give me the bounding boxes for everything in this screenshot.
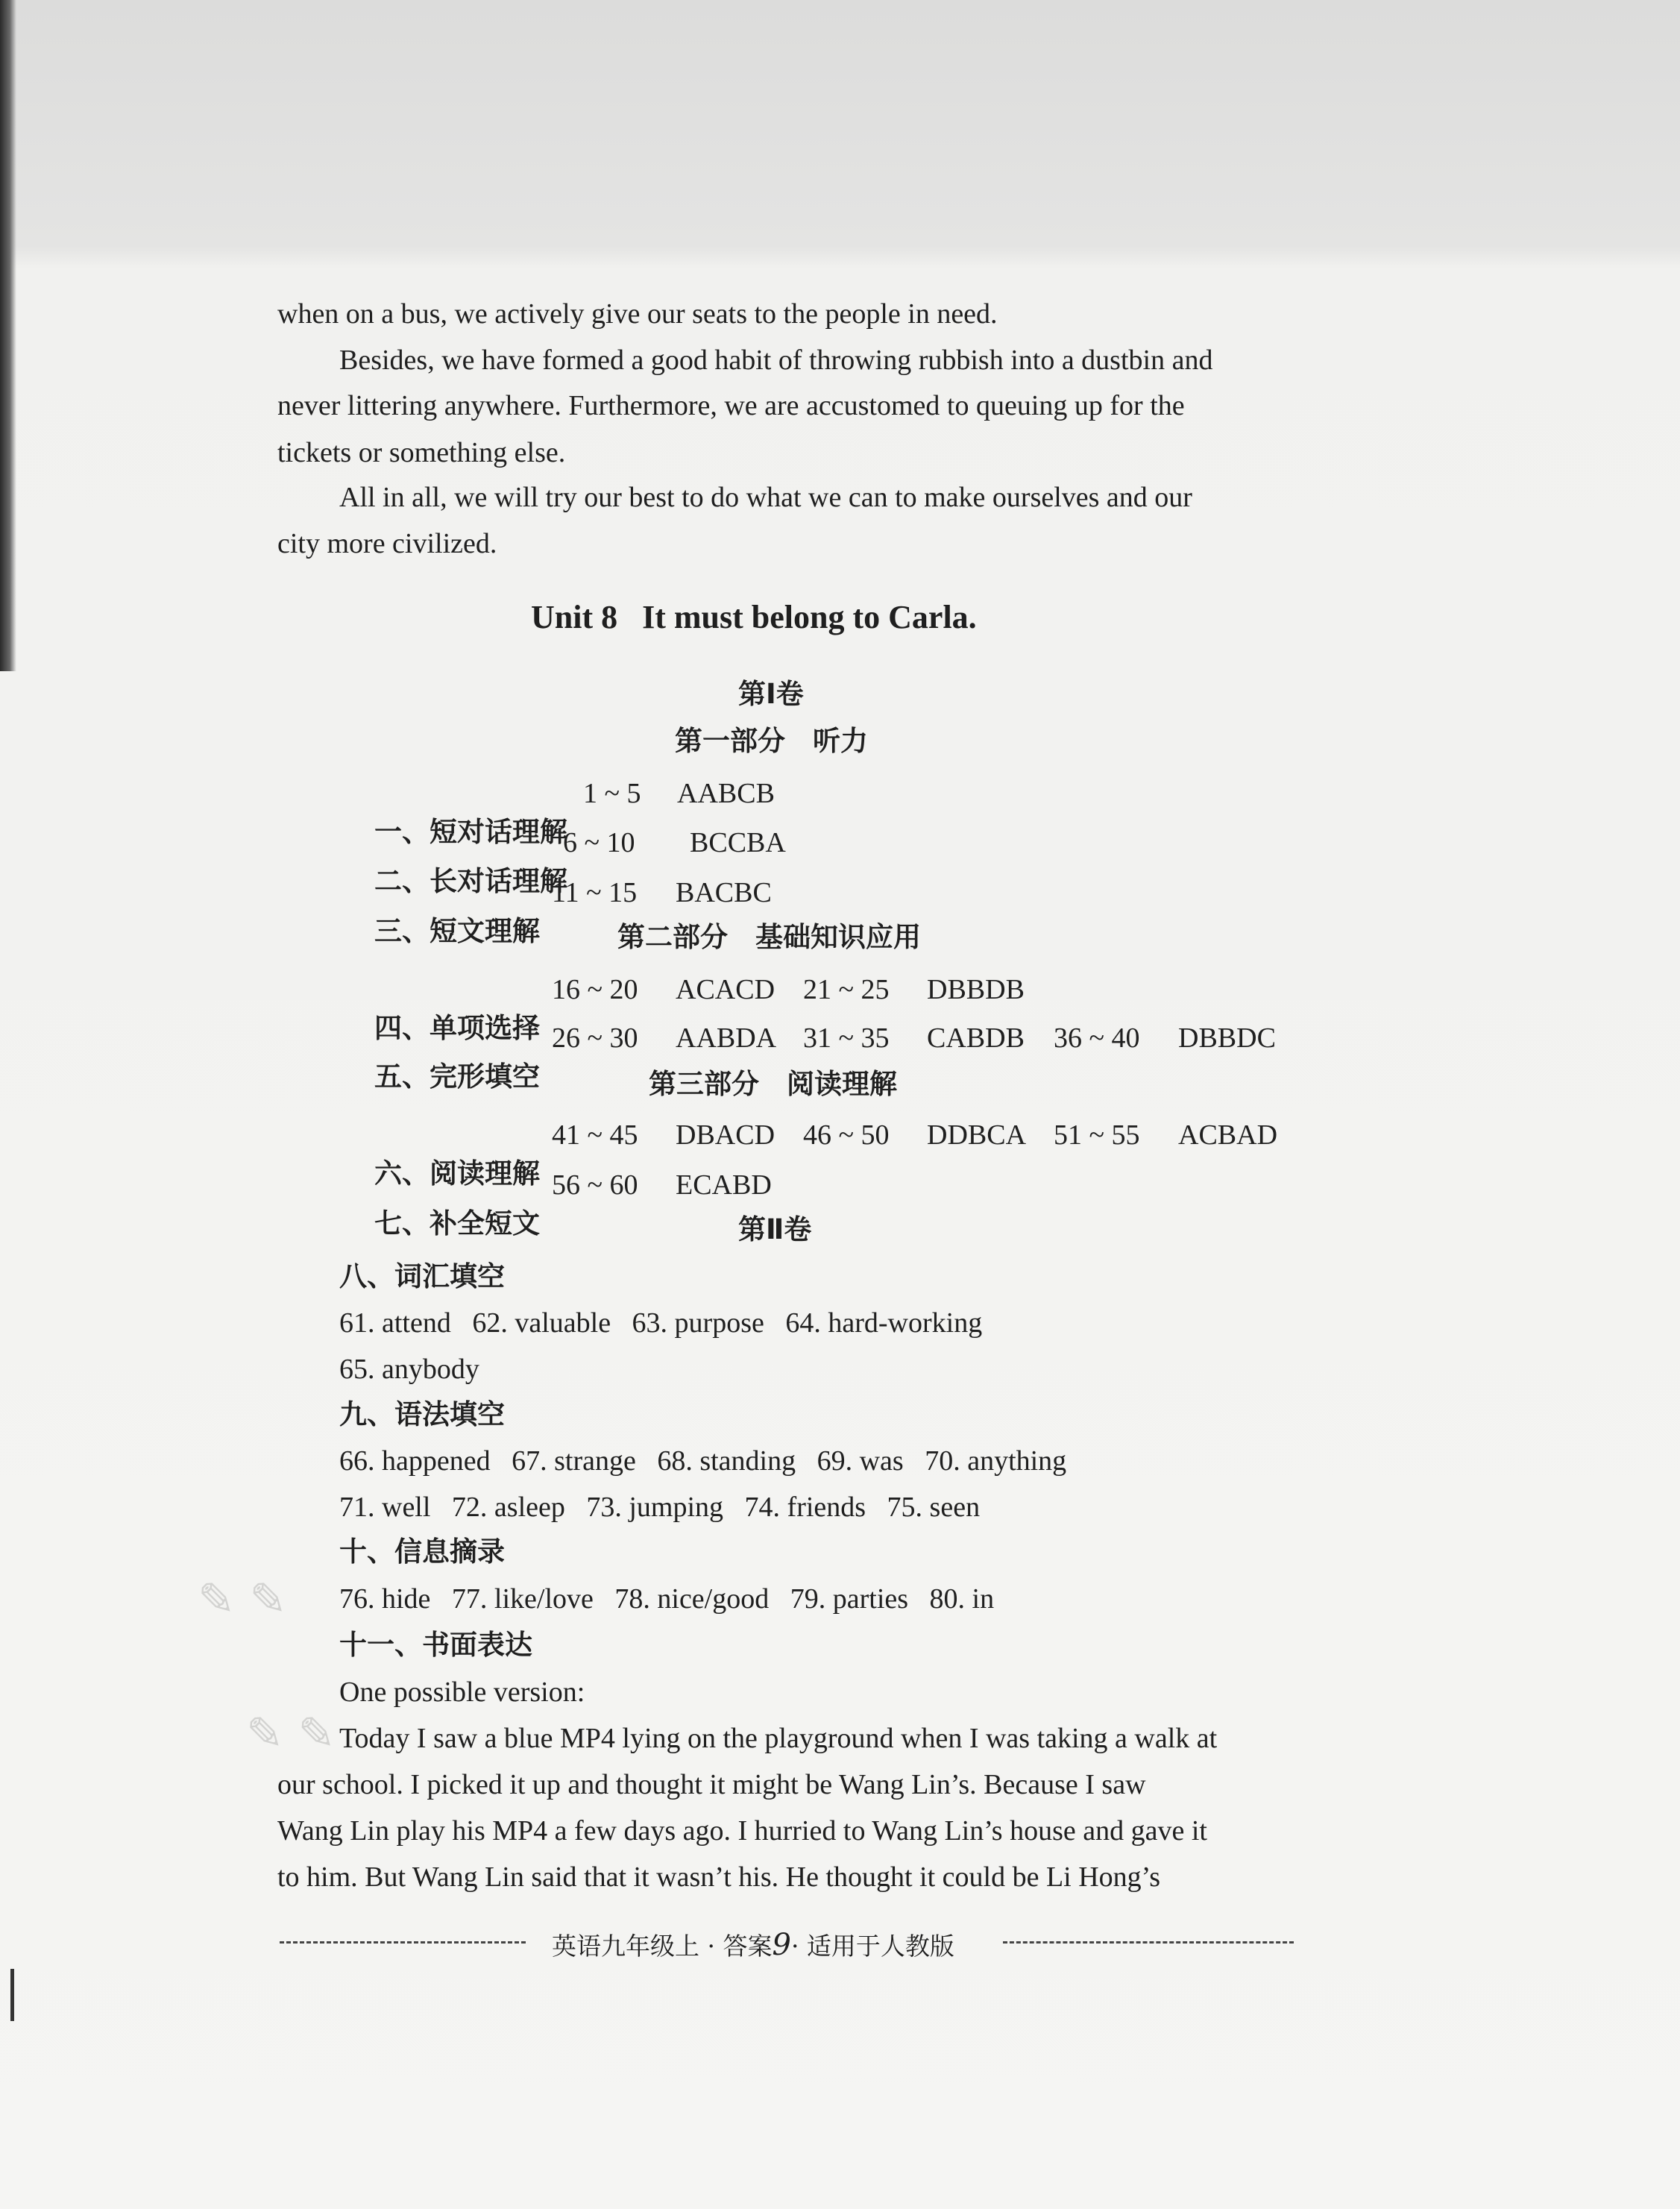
section-label: 二、长对话理解 — [374, 865, 568, 897]
footer-left: 英语九年级上 · 答案 — [552, 1932, 773, 1961]
section-label: 三、短文理解 — [374, 915, 541, 947]
essay-line: Today I saw a blue MP4 lying on the playground when I was taking a walk at — [339, 1723, 1218, 1754]
footer-rule-right — [1003, 1941, 1294, 1944]
answer-line: 66. happened 67. strange 68. standing 69. was 70. anything — [339, 1445, 1067, 1477]
answer-line: 65. anybody — [339, 1354, 479, 1385]
answer-range: 26 ~ 30 — [552, 1022, 638, 1054]
answer-range: 16 ~ 20 — [552, 974, 638, 1005]
answer-letters: DBBDB — [927, 974, 1025, 1005]
paragraph-line: All in all, we will try our best to do what we can to make ourselves and our — [339, 482, 1192, 513]
section-label: 九、语法填空 — [339, 1398, 505, 1430]
part-heading: 第三部分 阅读理解 — [649, 1068, 897, 1100]
answer-letters: DBBDC — [1178, 1022, 1276, 1054]
answer-row — [339, 1169, 540, 1273]
answer-range: 36 ~ 40 — [1054, 1022, 1140, 1054]
answer-range: 46 ~ 50 — [803, 1119, 890, 1151]
section-label: 七、补全短文 — [374, 1207, 541, 1239]
answer-letters: DDBCA — [927, 1119, 1027, 1151]
part-heading: 第二部分 基础知识应用 — [617, 921, 921, 953]
section-label: 六、阅读理解 — [374, 1157, 541, 1190]
answer-range: 31 ~ 35 — [803, 1022, 890, 1054]
essay-line: to him. But Wang Lin said that it wasn’t his. He thought it could be Li Hong’s — [277, 1861, 1161, 1893]
essay-intro: One possible version: — [339, 1677, 585, 1708]
paragraph-line: when on a bus, we actively give our seats to the people in need. — [277, 298, 998, 330]
answer-letters: CABDB — [927, 1022, 1025, 1054]
answer-letters: DBACD — [676, 1119, 775, 1151]
section-label: 五、完形填空 — [374, 1060, 541, 1093]
answer-range: 21 ~ 25 — [803, 974, 890, 1005]
scan-edge-mark — [10, 1969, 14, 2021]
answer-row — [339, 1022, 540, 1126]
footer-rule-left — [280, 1941, 526, 1944]
answer-range: 6 ~ 10 — [563, 827, 635, 858]
answer-range: 56 ~ 60 — [552, 1169, 638, 1201]
section-label: 十一、书面表达 — [339, 1629, 532, 1661]
answer-line: 76. hide 77. like/love 78. nice/good 79. parties 80. in — [339, 1583, 995, 1615]
answer-letters: AABDA — [676, 1022, 777, 1054]
answer-letters: ACBAD — [1178, 1119, 1278, 1151]
paragraph-line: city more civilized. — [277, 528, 497, 559]
answer-line: 61. attend 62. valuable 63. purpose 64. hard-working — [339, 1307, 983, 1339]
paragraph-line: tickets or something else. — [277, 437, 566, 468]
answer-letters: BCCBA — [690, 827, 786, 858]
answer-letters: AABCB — [677, 778, 775, 809]
watermark-mark: ✎ ✎ — [198, 1574, 287, 1626]
answer-range: 41 ~ 45 — [552, 1119, 638, 1151]
answer-line: 71. well 72. asleep 73. jumping 74. friends 75. seen — [339, 1492, 981, 1523]
answer-range: 11 ~ 15 — [552, 877, 638, 908]
section-label: 四、单项选择 — [374, 1012, 541, 1044]
answer-letters: BACBC — [676, 877, 772, 908]
paragraph-line: never littering anywhere. Furthermore, we are accustomed to queuing up for the — [277, 390, 1185, 421]
unit-title: Unit 8 It must belong to Carla. — [531, 599, 977, 635]
essay-line: Wang Lin play his MP4 a few days ago. I hurried to Wang Lin’s house and gave it — [277, 1815, 1207, 1847]
answer-range: 1 ~ 5 — [583, 778, 641, 809]
answer-letters: ACACD — [676, 974, 775, 1005]
answer-letters: ECABD — [676, 1169, 772, 1201]
volume-heading: 第Ⅰ卷 — [738, 678, 804, 710]
scan-edge-shadow — [0, 0, 16, 671]
answer-range: 51 ~ 55 — [1054, 1119, 1140, 1151]
section-label: 一、短对话理解 — [374, 816, 568, 848]
footer-right: · 适用于人教版 — [790, 1932, 954, 1961]
essay-line: our school. I picked it up and thought it might be Wang Lin’s. Because I saw — [277, 1769, 1146, 1800]
section-label: 十、信息摘录 — [339, 1536, 505, 1568]
part-heading: 第一部分 听力 — [675, 725, 868, 757]
volume-heading: 第Ⅱ卷 — [738, 1213, 812, 1245]
page-number: 9 — [772, 1928, 791, 1962]
footer — [552, 1927, 954, 1962]
section-label: 八、词汇填空 — [339, 1260, 505, 1292]
answer-row — [339, 876, 540, 981]
paragraph-line: Besides, we have formed a good habit of throwing rubbish into a dustbin and — [339, 345, 1213, 376]
watermark-mark: ✎ ✎ — [246, 1708, 336, 1760]
